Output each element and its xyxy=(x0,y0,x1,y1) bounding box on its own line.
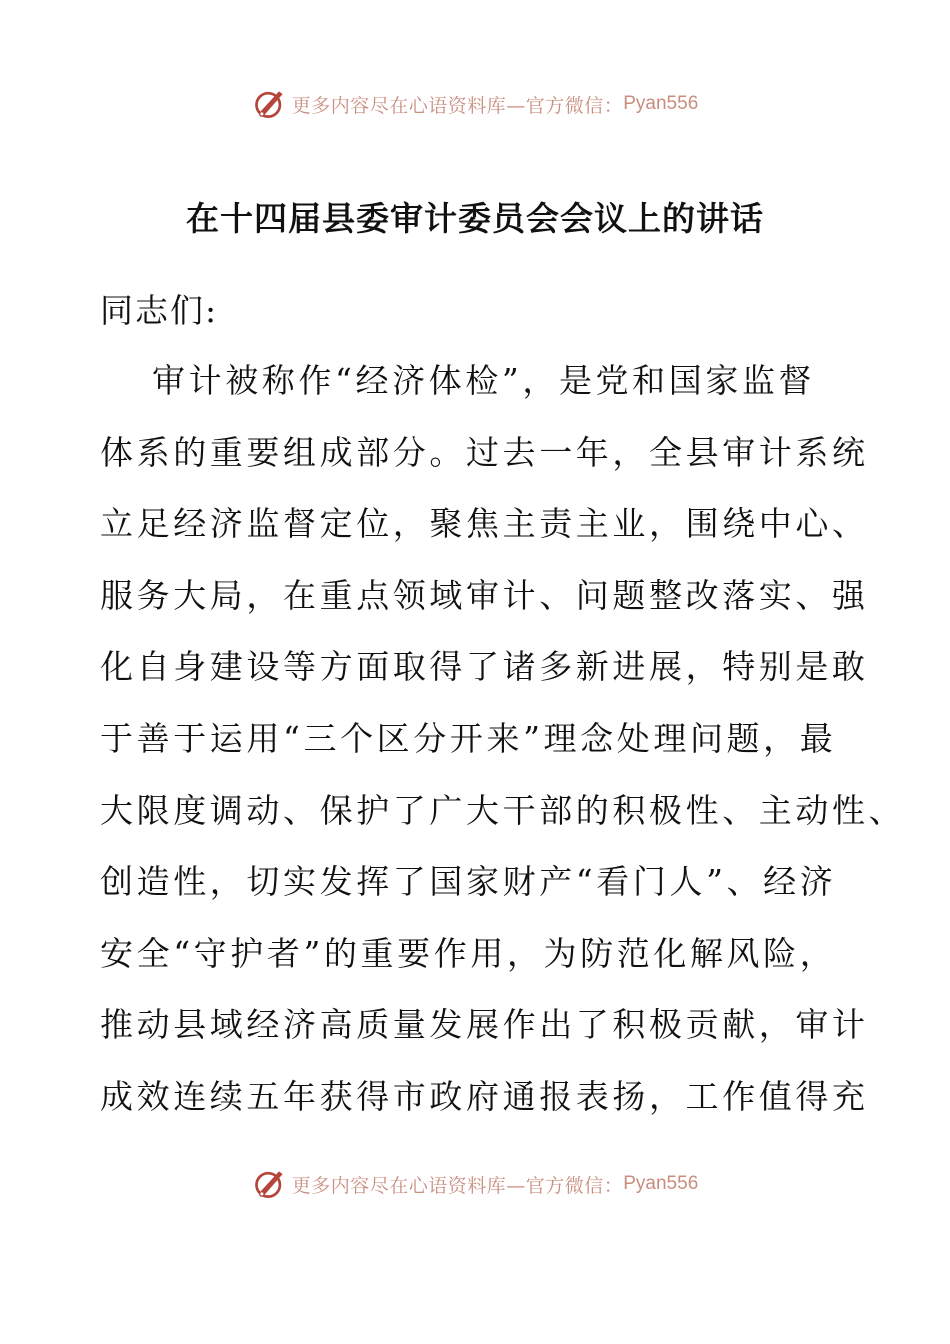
body-line: 推动县域经济高质量发展作出了积极贡献，审计 xyxy=(100,1005,869,1045)
salutation: 同志们: xyxy=(100,291,219,330)
watermark-wechat-id: Pyan556 xyxy=(623,93,699,114)
header-watermark xyxy=(0,84,950,124)
watermark-text: 更多内容尽在心语资料库—官方微信： xyxy=(291,94,624,117)
pen-logo-icon xyxy=(252,1166,288,1202)
body-line: 立足经济监督定位，聚焦主责主业，围绕中心、 xyxy=(100,504,869,544)
body-line: 体系的重要组成部分。过去一年，全县审计系统 xyxy=(100,432,869,472)
watermark-wechat-id: Pyan556 xyxy=(623,1173,699,1194)
body-line: 成效连续五年获得市政府通报表扬，工作值得充 xyxy=(100,1076,869,1116)
body-line: 大限度调动、保护了广大干部的积极性、主动性、 xyxy=(100,790,906,830)
body-line: 审计被称作“经济体检”，是党和国家监督 xyxy=(152,361,816,400)
body-line: 于善于运用“三个区分开来”理念处理问题，最 xyxy=(100,718,837,758)
pen-logo-icon xyxy=(252,86,288,122)
document-title: 在十四届县委审计委员会会议上的讲话 xyxy=(186,199,764,238)
document-body xyxy=(100,354,906,1142)
body-line: 安全“守护者”的重要作用，为防范化解风险， xyxy=(100,933,837,973)
body-line: 创造性，切实发挥了国家财产“看门人”、经济 xyxy=(100,862,837,902)
footer-watermark xyxy=(0,1164,950,1204)
watermark-text: 更多内容尽在心语资料库—官方微信： xyxy=(291,1174,624,1197)
body-line: 服务大局，在重点领域审计、问题整改落实、强 xyxy=(100,575,869,615)
body-line: 化自身建设等方面取得了诸多新进展，特别是敢 xyxy=(100,647,869,687)
